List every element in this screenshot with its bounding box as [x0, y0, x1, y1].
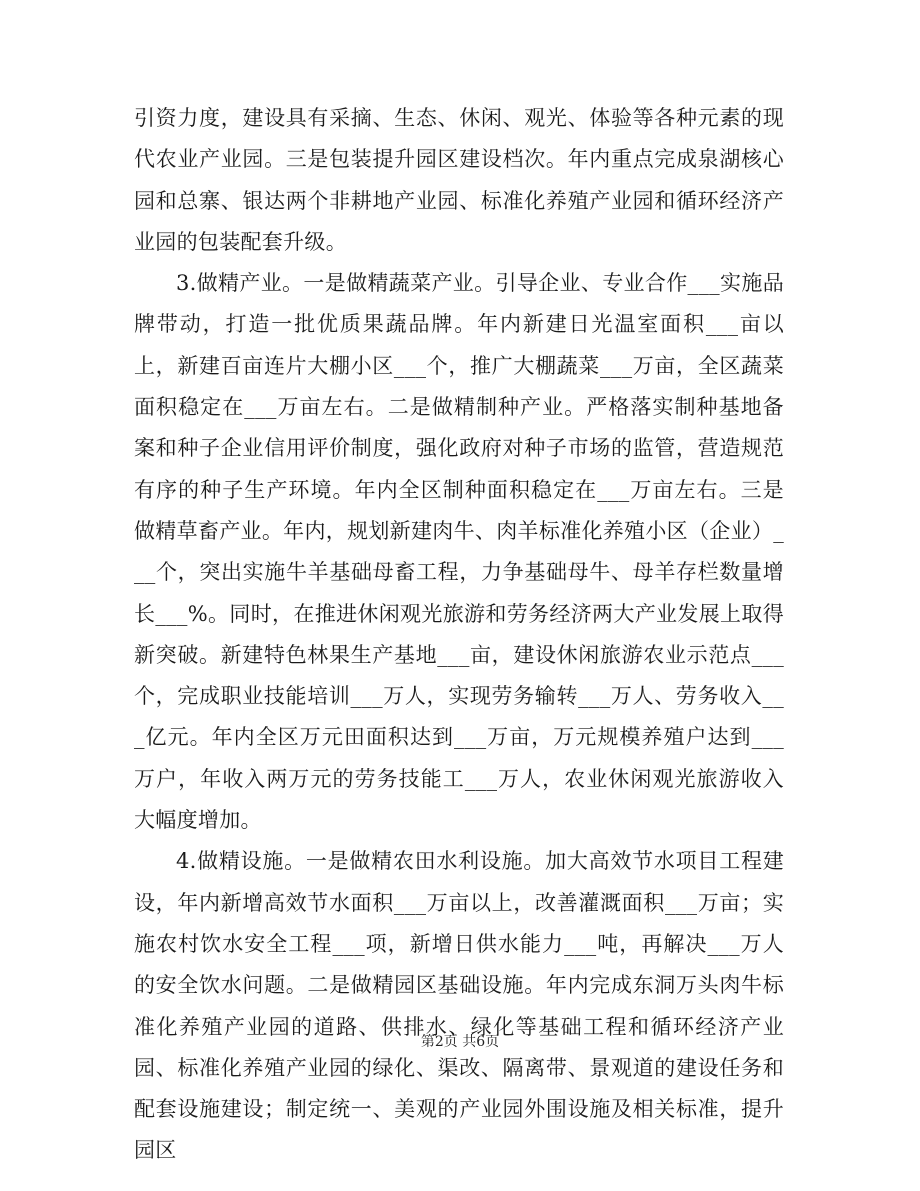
- paragraph-section-3: 3.做精产业。一是做精蔬菜产业。引导企业、专业合作___实施品牌带动，打造一批优质果蔬品牌。年内新建日光温室面积___亩以上，新建百亩连片大棚小区___个，推广大棚蔬菜___万亩，全区蔬菜面积稳定在___万亩左右。二是做精制种产业。严格落实制种基地备案和种子企业信用评价制度，强化政府对种子市场的监管，营造规范有序的种子生产环境。年内全区制种面积稳定在___万亩左右。三是做精草畜产业。年内，规划新建肉牛、肉羊标准化养殖小区（企业）___个，突出实施牛羊基础母畜工程，力争基础母牛、母羊存栏数量增长___%。同时，在推进休闲观光旅游和劳务经济两大产业发展上取得新突破。新建特色林果生产基地___亩，建设休闲旅游农业示范点___个，完成职业技能培训___万人，实现劳务输转___万人、劳务收入___亿元。年内全区万元田面积达到___万亩，万元规模养殖户达到___万户，年收入两万元的劳务技能工___万人，农业休闲观光旅游收入大幅度增加。: [134, 271, 784, 833]
- paragraph-section-4: 4.做精设施。一是做精农田水利设施。加大高效节水项目工程建设，年内新增高效节水面积___万亩以上，改善灌溉面积___万亩；实施农村饮水安全工程___项，新增日供水能力___吨，再解决___万人的安全饮水问题。二是做精园区基础设施。年内完成东洞万头肉牛标准化养殖产业园的道路、供排水、绿化等基础工程和循环经济产业园、标准化养殖产业园的绿化、渠改、隔离带、景观道的建设任务和配套设施建设；制定统一、美观的产业园外围设施及相关标准，提升园区: [134, 849, 784, 1163]
- paragraph-continued: 引资力度，建设具有采摘、生态、休闲、观光、体验等各种元素的现代农业产业园。三是包装提升园区建设档次。年内重点完成泉湖核心园和总寨、银达两个非耕地产业园、标准化养殖产业园和循环经济产业园的包装配套升级。: [134, 106, 784, 254]
- page-number-footer: 第2页 共6页: [420, 1034, 500, 1050]
- document-body: [134, 98, 784, 1172]
